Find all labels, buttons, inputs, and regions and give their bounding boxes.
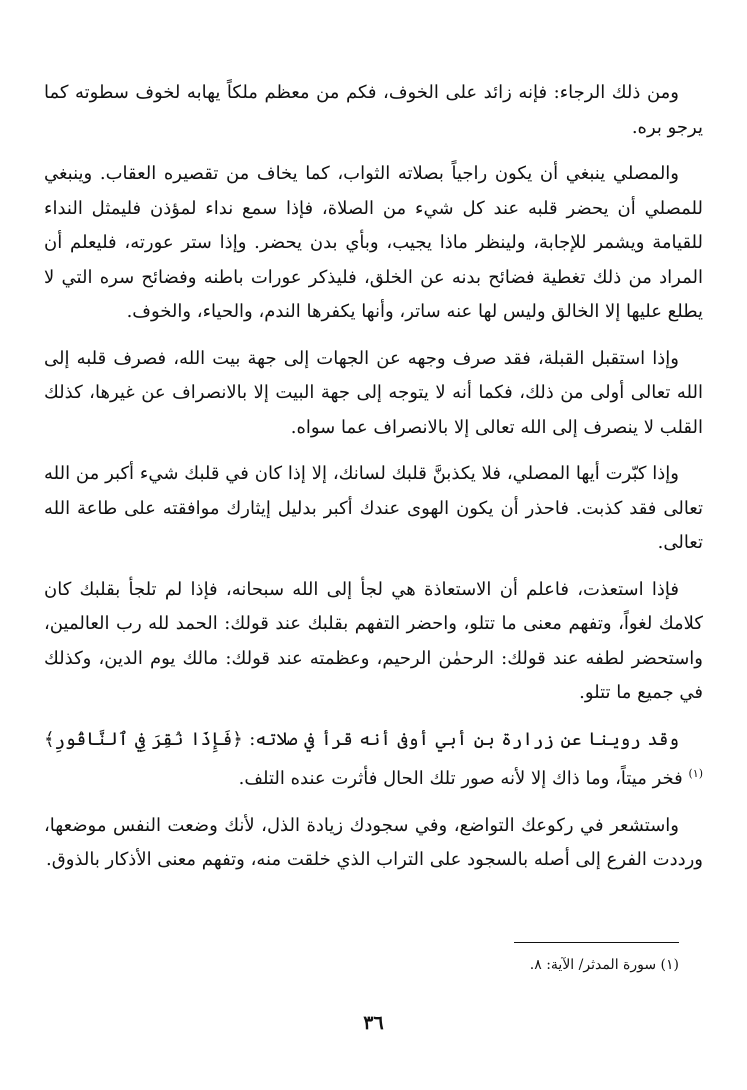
paragraph-ruku-sujud: واستشعر في ركوعك التواضع، وفي سجودك زيادة الذل، لأنك وضعت النفس موضعها، ورددت الفرع إلى أصله بالسجود على التراب الذي خلقت منه، وتفهم معنى الأذكار بالذوق. xyxy=(44,814,703,870)
paragraph-takbir: وإذا كبّرت أيها المصلي، فلا يكذبنَّ قلبك لسانك، إلا إذا كان في قلبك شيء أكبر من الله تعالى فقد كذبت. فاحذر أن يكون الهوى عندك أكبر بدليل إيثارك موافقته على طاعة الله تعالى. xyxy=(44,463,703,553)
paragraph-qibla: وإذا استقبل القبلة، فقد صرف وجهه عن الجهات إلى جهة بيت الله، فصرف قلبه إلى الله تعالى أولى من ذلك، فكما أنه لا يتوجه إلى جهة البيت إلا بالانصراف عن غيرها، كذلك القلب لا ينصرف إلى الله تعالى إلا بالانصراف عما سواه. xyxy=(44,347,703,438)
paragraph-worshipper-heart: والمصلي ينبغي أن يكون راجياً بصلاته الثواب، كما يخاف من تقصيره العقاب. وينبغي للمصلي أن يحضر قلبه عند كل شيء من الصلاة، فإذا سمع نداء لمؤذن فليمثل النداء للقيامة ويشمر للإجابة، ولينظر ماذا يجيب، وبأي بدن يحضر. وإذا ستر عورته، فليعلم أن المراد من ذلك تغطية فضائح بدنه عن الخلق، فليذكر عورات باطنه وفضائح سره التي لا يطلع عليها إلا الخالق وليس لها عنه ساتر، وأنها يكفرها الندم، والحياء، والخوف. xyxy=(44,163,703,322)
paragraph-isti-adha: فإذا استعذت، فاعلم أن الاستعاذة هي لجأ إلى الله سبحانه، فإذا لم تلجأ بقلبك كان كلامك لغواً، وتفهم معنى ما تتلو، واحضر التفهم بقلبك عند قولك: الحمد لله رب العالمين، واستحضر لطفه عند قولك: الرحمٰن الرحيم، وعظمته عند قولك: مالك يوم الدين، وكذلك في جميع ما تتلو. xyxy=(44,578,703,703)
footnote-reference: (١) xyxy=(688,767,703,780)
page-number: ٣٦ xyxy=(363,1012,384,1034)
footnote-divider xyxy=(514,942,679,943)
paragraph-zurara-rest: فخر ميتاً، وما ذاك إلا لأنه صور تلك الحال فأثرت عنده التلف. xyxy=(238,768,689,789)
footnote-text: (١) سورة المدثر/ الآية: ٨. xyxy=(529,957,679,973)
paragraph-hope: ومن ذلك الرجاء: فإنه زائد على الخوف، فكم من معظم ملكاً يهابه لخوف سطوته كما يرجو بره. xyxy=(44,82,703,138)
paragraph-zurara xyxy=(44,723,703,797)
paragraph-zurara-quote: وقد روينا عن زرارة بن أبي أوفى أنه قرأ في صلاته: ﴿فَإِذَا نُقِرَ فِي ٱلنَّاقُورِ﴾ xyxy=(44,728,679,750)
